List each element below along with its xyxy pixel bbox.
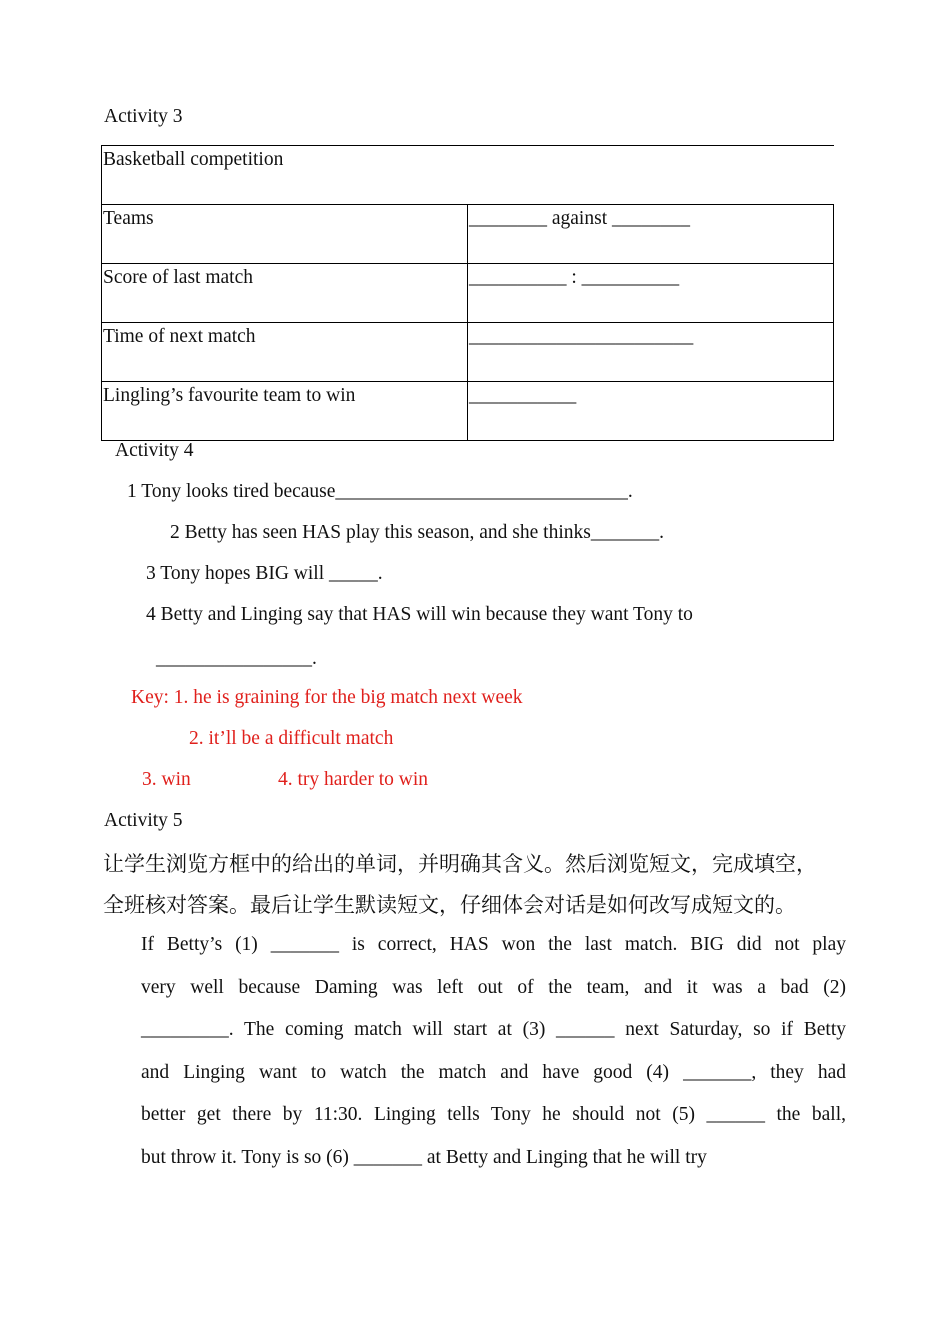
answer-key-2: 2. it’ll be a difficult match (189, 728, 394, 749)
table-row (102, 264, 834, 323)
question-1: 1 Tony looks tired because______________________________. (127, 481, 633, 502)
question-4: 4 Betty and Linging say that HAS will win because they want Tony to (146, 604, 693, 625)
row-label-favourite: Lingling’s favourite team to win (102, 382, 468, 441)
question-2: 2 Betty has seen HAS play this season, and she thinks_______. (170, 522, 664, 543)
row-value-score: __________ : __________ (468, 264, 834, 323)
row-value-favourite: ___________ (468, 382, 834, 441)
passage-line: _________. The coming match will start at (3) ______ next Saturday, so if Betty (141, 1019, 846, 1041)
passage-line: If Betty’s (1) _______ is correct, HAS won the last match. BIG did not play (141, 934, 846, 955)
row-label-time: Time of next match (102, 323, 468, 382)
row-value-time: _______________________ (468, 323, 834, 382)
passage-line: better get there by 11:30. Linging tells Tony he should not (5) ______ the ball, (141, 1104, 846, 1126)
instruction-line-2: 全班核对答案。最后让学生默读短文，仔细体会对话是如何改写成短文的。 (103, 893, 796, 917)
table-title: Basketball competition (102, 146, 834, 205)
table-row (102, 205, 834, 264)
answer-key-4: 4. try harder to win (278, 769, 429, 790)
passage (141, 924, 846, 1180)
question-3: 3 Tony hopes BIG will _____. (146, 563, 383, 584)
row-label-score: Score of last match (102, 264, 468, 323)
instruction-line-1: 让学生浏览方框中的给出的单词，并明确其含义。然后浏览短文，完成填空， (103, 852, 817, 876)
passage-line: and Linging want to watch the match and have good (4) _______, they had (141, 1061, 846, 1083)
table-row (102, 323, 834, 382)
passage-line: very well because Daming was left out of the team, and it was a bad (2) (141, 976, 846, 998)
activity5-heading: Activity 5 (104, 810, 183, 831)
answer-key-3: 3. win (142, 769, 191, 790)
activity3-heading: Activity 3 (104, 106, 183, 127)
table-row (102, 382, 834, 441)
question-4-blank: ________________. (156, 648, 317, 669)
row-label-teams: Teams (102, 205, 468, 264)
row-value-teams: ________ against ________ (468, 205, 834, 264)
basketball-competition-table (101, 145, 834, 441)
answer-key-1: Key: 1. he is graining for the big match next week (131, 687, 523, 708)
passage-line: but throw it. Tony is so (6) _______ at Betty and Linging that he will try (141, 1146, 707, 1168)
activity4-heading: Activity 4 (115, 440, 194, 461)
